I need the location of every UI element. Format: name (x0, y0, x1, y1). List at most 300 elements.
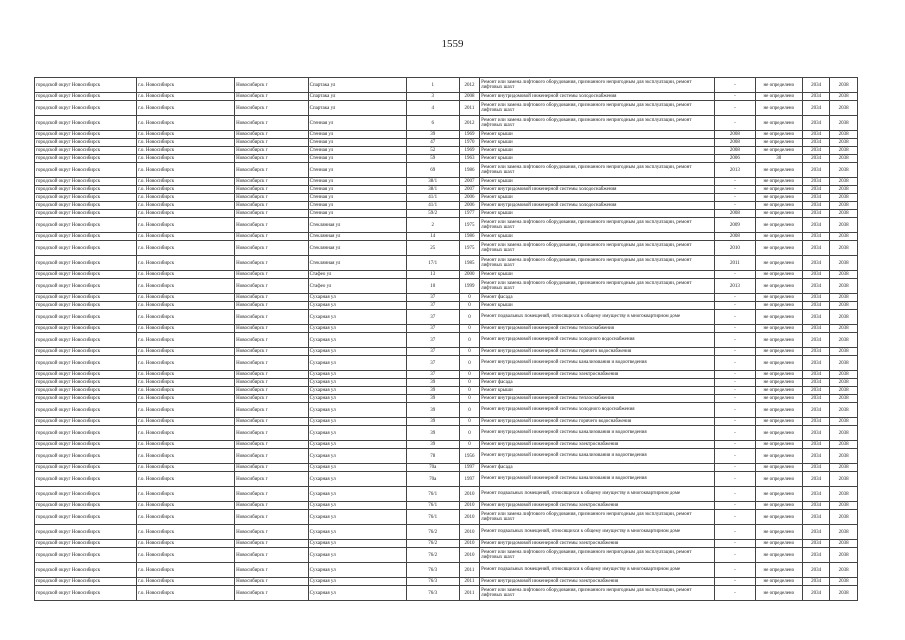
year-to-cell: 2038 (830, 502, 858, 510)
table-row (35, 139, 858, 147)
house-cell: 59 (406, 155, 459, 163)
year-from-cell: 2034 (802, 449, 830, 464)
table-row (35, 202, 858, 210)
status-cell: не определено (755, 464, 802, 472)
street-cell: Сухарная ул (308, 441, 406, 449)
work-cell: Ремонт подвальных помещений, относящихся к общему имуществу в многоквартирном доме (480, 487, 715, 502)
work-cell: Ремонт подвальных помещений, относящихся к общему имуществу в многоквартирном доме (480, 310, 715, 325)
year-to-cell: 2038 (830, 325, 858, 333)
cost-cell: 2013 (714, 279, 755, 294)
work-cell: Ремонт внутридомовой инженерной системы канализования и водоотведения (480, 472, 715, 487)
status-cell: не определено (755, 578, 802, 586)
status-cell: не определено (755, 279, 802, 294)
street-cell: Сухарная ул (308, 403, 406, 418)
table-row (35, 502, 858, 510)
street-cell: Сухарная ул (308, 387, 406, 395)
city-cell: Новосибирск г (235, 131, 309, 139)
year-from-cell: 2034 (802, 348, 830, 356)
year-from-cell: 2034 (802, 302, 830, 310)
municipality-cell: городской округ Новосибирск (35, 464, 137, 472)
year-cell: 2007 (459, 186, 479, 194)
street-cell: Сухарная ул (308, 371, 406, 379)
city-cell: Новосибирск г (235, 426, 309, 441)
year-to-cell: 2038 (830, 403, 858, 418)
year-from-cell: 2034 (802, 441, 830, 449)
year-from-cell: 2034 (802, 426, 830, 441)
district-cell: г.о. Новосибирск (137, 510, 235, 525)
city-cell: Новосибирск г (235, 449, 309, 464)
district-cell: г.о. Новосибирск (137, 387, 235, 395)
city-cell: Новосибирск г (235, 302, 309, 310)
table-row (35, 163, 858, 178)
city-cell: Новосибирск г (235, 194, 309, 202)
district-cell: г.о. Новосибирск (137, 194, 235, 202)
table-row (35, 563, 858, 578)
year-cell: 0 (459, 325, 479, 333)
year-cell: 2006 (459, 202, 479, 210)
district-cell: г.о. Новосибирск (137, 139, 235, 147)
year-to-cell: 2038 (830, 310, 858, 325)
table-row (35, 395, 858, 403)
year-from-cell: 2034 (802, 464, 830, 472)
city-cell: Новосибирск г (235, 256, 309, 271)
table-row (35, 540, 858, 548)
year-from-cell: 2034 (802, 333, 830, 348)
cost-cell: - (714, 563, 755, 578)
street-cell: Стенная ул (308, 210, 406, 218)
year-from-cell: 2034 (802, 101, 830, 116)
house-cell: 39 (406, 441, 459, 449)
work-cell: Ремонт крыши (480, 233, 715, 241)
status-cell: не определено (755, 256, 802, 271)
work-cell: Ремонт или замена лифтового оборудования, признанного непригодным для эксплуатации, ремонт лифтовых шахт (480, 163, 715, 178)
cost-cell: - (714, 487, 755, 502)
year-from-cell: 2034 (802, 93, 830, 101)
street-cell: Сухарная ул (308, 472, 406, 487)
municipality-cell: городской округ Новосибирск (35, 139, 137, 147)
district-cell: г.о. Новосибирск (137, 548, 235, 563)
cost-cell: 2008 (714, 139, 755, 147)
city-cell: Новосибирск г (235, 510, 309, 525)
street-cell: Спартака ул (308, 101, 406, 116)
house-cell: 76/2 (406, 548, 459, 563)
year-cell: 1969 (459, 131, 479, 139)
year-cell: 2012 (459, 116, 479, 131)
municipality-cell: городской округ Новосибирск (35, 302, 137, 310)
year-to-cell: 2038 (830, 348, 858, 356)
city-cell: Новосибирск г (235, 294, 309, 302)
year-cell: 0 (459, 387, 479, 395)
street-cell: Стенная ул (308, 147, 406, 155)
year-to-cell: 2038 (830, 395, 858, 403)
year-to-cell: 2038 (830, 271, 858, 279)
cost-cell: - (714, 502, 755, 510)
status-cell: не определено (755, 379, 802, 387)
year-from-cell: 2034 (802, 548, 830, 563)
work-cell: Ремонт или замена лифтового оборудования, признанного непригодным для эксплуатации, ремонт лифтовых шахт (480, 116, 715, 131)
table-row (35, 279, 858, 294)
cost-cell: - (714, 540, 755, 548)
work-cell: Ремонт внутридомовой инженерной системы холодного водоснабжения (480, 403, 715, 418)
year-from-cell: 2034 (802, 371, 830, 379)
district-cell: г.о. Новосибирск (137, 487, 235, 502)
status-cell: не определено (755, 563, 802, 578)
year-to-cell: 2038 (830, 210, 858, 218)
district-cell: г.о. Новосибирск (137, 502, 235, 510)
street-cell: Стеклянная ул (308, 241, 406, 256)
year-to-cell: 2038 (830, 418, 858, 426)
year-from-cell: 2034 (802, 147, 830, 155)
municipality-cell: городской округ Новосибирск (35, 395, 137, 403)
year-from-cell: 2034 (802, 116, 830, 131)
status-cell: не определено (755, 178, 802, 186)
table-row (35, 510, 858, 525)
status-cell: не определено (755, 147, 802, 155)
status-cell: не определено (755, 139, 802, 147)
district-cell: г.о. Новосибирск (137, 147, 235, 155)
cost-cell: 2008 (714, 147, 755, 155)
work-cell: Ремонт внутридомовой инженерной системы холодоснабжения (480, 202, 715, 210)
district-cell: г.о. Новосибирск (137, 294, 235, 302)
street-cell: Стафео ул (308, 279, 406, 294)
municipality-cell: городской округ Новосибирск (35, 194, 137, 202)
house-cell: 1 (406, 78, 459, 93)
street-cell: Сухарная ул (308, 487, 406, 502)
house-cell: 37 (406, 325, 459, 333)
table-row (35, 93, 858, 101)
status-cell: не определено (755, 418, 802, 426)
year-cell: 0 (459, 356, 479, 371)
status-cell: не определено (755, 441, 802, 449)
year-from-cell: 2034 (802, 525, 830, 540)
year-cell: 2010 (459, 487, 479, 502)
year-from-cell: 2034 (802, 356, 830, 371)
house-cell: 10 (406, 279, 459, 294)
work-cell: Ремонт подвальных помещений, относящихся к общему имуществу в многоквартирном доме (480, 563, 715, 578)
city-cell: Новосибирск г (235, 379, 309, 387)
street-cell: Стенная ул (308, 194, 406, 202)
table-row (35, 548, 858, 563)
table-row (35, 348, 858, 356)
work-cell: Ремонт крыши (480, 302, 715, 310)
cost-cell: - (714, 441, 755, 449)
municipality-cell: городской округ Новосибирск (35, 540, 137, 548)
year-from-cell: 2034 (802, 178, 830, 186)
district-cell: г.о. Новосибирск (137, 78, 235, 93)
district-cell: г.о. Новосибирск (137, 271, 235, 279)
street-cell: Стенная ул (308, 163, 406, 178)
work-cell: Ремонт внутридомовой инженерной системы электроснабжения (480, 441, 715, 449)
street-cell: Сухарная ул (308, 563, 406, 578)
district-cell: г.о. Новосибирск (137, 155, 235, 163)
work-cell: Ремонт или замена лифтового оборудования, признанного непригодным для эксплуатации, ремонт лифтовых шахт (480, 218, 715, 233)
cost-cell: - (714, 371, 755, 379)
status-cell: не определено (755, 540, 802, 548)
work-cell: Ремонт крыши (480, 387, 715, 395)
year-to-cell: 2038 (830, 464, 858, 472)
district-cell: г.о. Новосибирск (137, 586, 235, 601)
cost-cell: - (714, 186, 755, 194)
street-cell: Стеклянная ул (308, 233, 406, 241)
municipality-cell: городской округ Новосибирск (35, 403, 137, 418)
district-cell: г.о. Новосибирск (137, 131, 235, 139)
year-to-cell: 2038 (830, 379, 858, 387)
house-cell: 37 (406, 294, 459, 302)
status-cell: не определено (755, 78, 802, 93)
table-row (35, 333, 858, 348)
cost-cell: - (714, 78, 755, 93)
city-cell: Новосибирск г (235, 139, 309, 147)
municipality-cell: городской округ Новосибирск (35, 202, 137, 210)
status-cell: не определено (755, 233, 802, 241)
work-cell: Ремонт крыши (480, 155, 715, 163)
table-row (35, 449, 858, 464)
status-cell: не определено (755, 186, 802, 194)
city-cell: Новосибирск г (235, 178, 309, 186)
city-cell: Новосибирск г (235, 101, 309, 116)
municipality-cell: городской округ Новосибирск (35, 487, 137, 502)
year-to-cell: 2038 (830, 256, 858, 271)
municipality-cell: городской округ Новосибирск (35, 348, 137, 356)
table-body (35, 78, 858, 601)
cost-cell: 2010 (714, 241, 755, 256)
year-from-cell: 2034 (802, 310, 830, 325)
work-cell: Ремонт внутридомовой инженерной системы канализования и водоотведения (480, 426, 715, 441)
municipality-cell: городской округ Новосибирск (35, 325, 137, 333)
district-cell: г.о. Новосибирск (137, 302, 235, 310)
cost-cell: 2008 (714, 233, 755, 241)
year-cell: 2012 (459, 78, 479, 93)
year-cell: 1975 (459, 218, 479, 233)
house-cell: 37 (406, 333, 459, 348)
year-from-cell: 2034 (802, 487, 830, 502)
year-cell: 0 (459, 395, 479, 403)
city-cell: Новосибирск г (235, 202, 309, 210)
status-cell: не определено (755, 333, 802, 348)
year-from-cell: 2034 (802, 379, 830, 387)
street-cell: Сухарная ул (308, 586, 406, 601)
cost-cell: 2008 (714, 131, 755, 139)
municipality-cell: городской округ Новосибирск (35, 356, 137, 371)
district-cell: г.о. Новосибирск (137, 395, 235, 403)
cost-cell: - (714, 294, 755, 302)
table-row (35, 525, 858, 540)
district-cell: г.о. Новосибирск (137, 241, 235, 256)
status-cell: не определено (755, 194, 802, 202)
city-cell: Новосибирск г (235, 403, 309, 418)
table-row (35, 356, 858, 371)
year-to-cell: 2038 (830, 472, 858, 487)
cost-cell: - (714, 403, 755, 418)
house-cell: 4 (406, 101, 459, 116)
district-cell: г.о. Новосибирск (137, 472, 235, 487)
year-to-cell: 2038 (830, 449, 858, 464)
year-cell: 0 (459, 302, 479, 310)
municipality-cell: городской округ Новосибирск (35, 426, 137, 441)
cost-cell: - (714, 356, 755, 371)
house-cell: 76/3 (406, 586, 459, 601)
street-cell: Сухарная ул (308, 540, 406, 548)
street-cell: Сухарная ул (308, 325, 406, 333)
street-cell: Стенная ул (308, 186, 406, 194)
work-cell: Ремонт или замена лифтового оборудования, признанного непригодным для эксплуатации, ремонт лифтовых шахт (480, 548, 715, 563)
municipality-cell: городской округ Новосибирск (35, 502, 137, 510)
district-cell: г.о. Новосибирск (137, 178, 235, 186)
year-cell: 2011 (459, 578, 479, 586)
status-cell: не определено (755, 310, 802, 325)
cost-cell: - (714, 101, 755, 116)
table-row (35, 101, 858, 116)
district-cell: г.о. Новосибирск (137, 348, 235, 356)
street-cell: Сухарная ул (308, 449, 406, 464)
cost-cell: - (714, 548, 755, 563)
cost-cell: - (714, 271, 755, 279)
district-cell: г.о. Новосибирск (137, 256, 235, 271)
status-cell: не определено (755, 241, 802, 256)
district-cell: г.о. Новосибирск (137, 279, 235, 294)
street-cell: Сухарная ул (308, 348, 406, 356)
house-cell: 37 (406, 356, 459, 371)
city-cell: Новосибирск г (235, 241, 309, 256)
city-cell: Новосибирск г (235, 279, 309, 294)
house-cell: 39 (406, 379, 459, 387)
work-cell: Ремонт внутридомовой инженерной системы теплоснабжения (480, 325, 715, 333)
city-cell: Новосибирск г (235, 333, 309, 348)
year-to-cell: 2038 (830, 548, 858, 563)
status-cell: не определено (755, 426, 802, 441)
year-cell: 2010 (459, 502, 479, 510)
district-cell: г.о. Новосибирск (137, 441, 235, 449)
cost-cell: - (714, 395, 755, 403)
work-cell: Ремонт внутридомовой инженерной системы горячего водоснабжения (480, 348, 715, 356)
year-to-cell: 2038 (830, 578, 858, 586)
table-row (35, 233, 858, 241)
year-to-cell: 2038 (830, 93, 858, 101)
cost-cell: - (714, 586, 755, 601)
cost-cell: - (714, 310, 755, 325)
city-cell: Новосибирск г (235, 218, 309, 233)
year-cell: 1985 (459, 256, 479, 271)
table-row (35, 116, 858, 131)
municipality-cell: городской округ Новосибирск (35, 379, 137, 387)
year-from-cell: 2034 (802, 540, 830, 548)
year-to-cell: 2038 (830, 563, 858, 578)
year-from-cell: 2034 (802, 325, 830, 333)
cost-cell: - (714, 387, 755, 395)
status-cell: не определено (755, 403, 802, 418)
house-cell: 70а (406, 472, 459, 487)
street-cell: Стенная ул (308, 178, 406, 186)
district-cell: г.о. Новосибирск (137, 578, 235, 586)
city-cell: Новосибирск г (235, 356, 309, 371)
year-from-cell: 2034 (802, 510, 830, 525)
cost-cell: 2006 (714, 155, 755, 163)
district-cell: г.о. Новосибирск (137, 371, 235, 379)
year-cell: 0 (459, 426, 479, 441)
city-cell: Новосибирск г (235, 371, 309, 379)
year-cell: 1975 (459, 241, 479, 256)
municipality-cell: городской округ Новосибирск (35, 163, 137, 178)
year-from-cell: 2034 (802, 139, 830, 147)
work-cell: Ремонт внутридомовой инженерной системы холодоснабжения (480, 93, 715, 101)
year-cell: 2006 (459, 194, 479, 202)
work-cell: Ремонт или замена лифтового оборудования, признанного непригодным для эксплуатации, ремонт лифтовых шахт (480, 510, 715, 525)
year-to-cell: 2038 (830, 371, 858, 379)
table-row (35, 78, 858, 93)
district-cell: г.о. Новосибирск (137, 233, 235, 241)
table-row (35, 147, 858, 155)
year-to-cell: 2038 (830, 101, 858, 116)
year-cell: 2010 (459, 548, 479, 563)
page-number: 1559 (441, 38, 464, 50)
cost-cell: 2011 (714, 256, 755, 271)
house-cell: 39 (406, 426, 459, 441)
work-cell: Ремонт внутридомовой инженерной системы холодного водоснабжения (480, 333, 715, 348)
year-to-cell: 2038 (830, 241, 858, 256)
house-cell: 3 (406, 93, 459, 101)
district-cell: г.о. Новосибирск (137, 163, 235, 178)
street-cell: Сухарная ул (308, 379, 406, 387)
house-cell: 39 (406, 418, 459, 426)
district-cell: г.о. Новосибирск (137, 540, 235, 548)
year-to-cell: 2038 (830, 487, 858, 502)
house-cell: 37 (406, 371, 459, 379)
work-cell: Ремонт или замена лифтового оборудования, признанного непригодным для эксплуатации, ремонт лифтовых шахт (480, 78, 715, 93)
year-cell: 0 (459, 310, 479, 325)
year-to-cell: 2038 (830, 194, 858, 202)
municipality-cell: городской округ Новосибирск (35, 449, 137, 464)
house-cell: 17/1 (406, 256, 459, 271)
street-cell: Сухарная ул (308, 294, 406, 302)
year-to-cell: 2038 (830, 294, 858, 302)
house-cell: 6 (406, 116, 459, 131)
year-to-cell: 2038 (830, 333, 858, 348)
house-cell: 38/1 (406, 178, 459, 186)
year-from-cell: 2034 (802, 155, 830, 163)
district-cell: г.о. Новосибирск (137, 101, 235, 116)
city-cell: Новосибирск г (235, 147, 309, 155)
work-cell: Ремонт фасада (480, 294, 715, 302)
year-cell: 0 (459, 333, 479, 348)
work-cell: Ремонт внутридомовой инженерной системы канализования и водоотведения (480, 449, 715, 464)
year-to-cell: 2038 (830, 387, 858, 395)
year-to-cell: 2038 (830, 78, 858, 93)
cost-cell: - (714, 449, 755, 464)
year-from-cell: 2034 (802, 403, 830, 418)
municipality-cell: городской округ Новосибирск (35, 387, 137, 395)
work-cell: Ремонт внутридомовой инженерной системы теплоснабжения (480, 395, 715, 403)
municipality-cell: городской округ Новосибирск (35, 578, 137, 586)
municipality-cell: городской округ Новосибирск (35, 563, 137, 578)
cost-cell: - (714, 418, 755, 426)
year-from-cell: 2034 (802, 186, 830, 194)
cost-cell: - (714, 302, 755, 310)
municipality-cell: городской округ Новосибирск (35, 155, 137, 163)
house-cell: 76/1 (406, 487, 459, 502)
year-to-cell: 2038 (830, 279, 858, 294)
house-cell: 39 (406, 395, 459, 403)
city-cell: Новосибирск г (235, 578, 309, 586)
district-cell: г.о. Новосибирск (137, 93, 235, 101)
district-cell: г.о. Новосибирск (137, 310, 235, 325)
work-cell: Ремонт внутридомовой инженерной системы электроснабжения (480, 371, 715, 379)
house-cell: 37 (406, 302, 459, 310)
work-cell: Ремонт крыши (480, 139, 715, 147)
city-cell: Новосибирск г (235, 487, 309, 502)
cost-cell: - (714, 510, 755, 525)
district-cell: г.о. Новосибирск (137, 464, 235, 472)
street-cell: Стеклянная ул (308, 256, 406, 271)
